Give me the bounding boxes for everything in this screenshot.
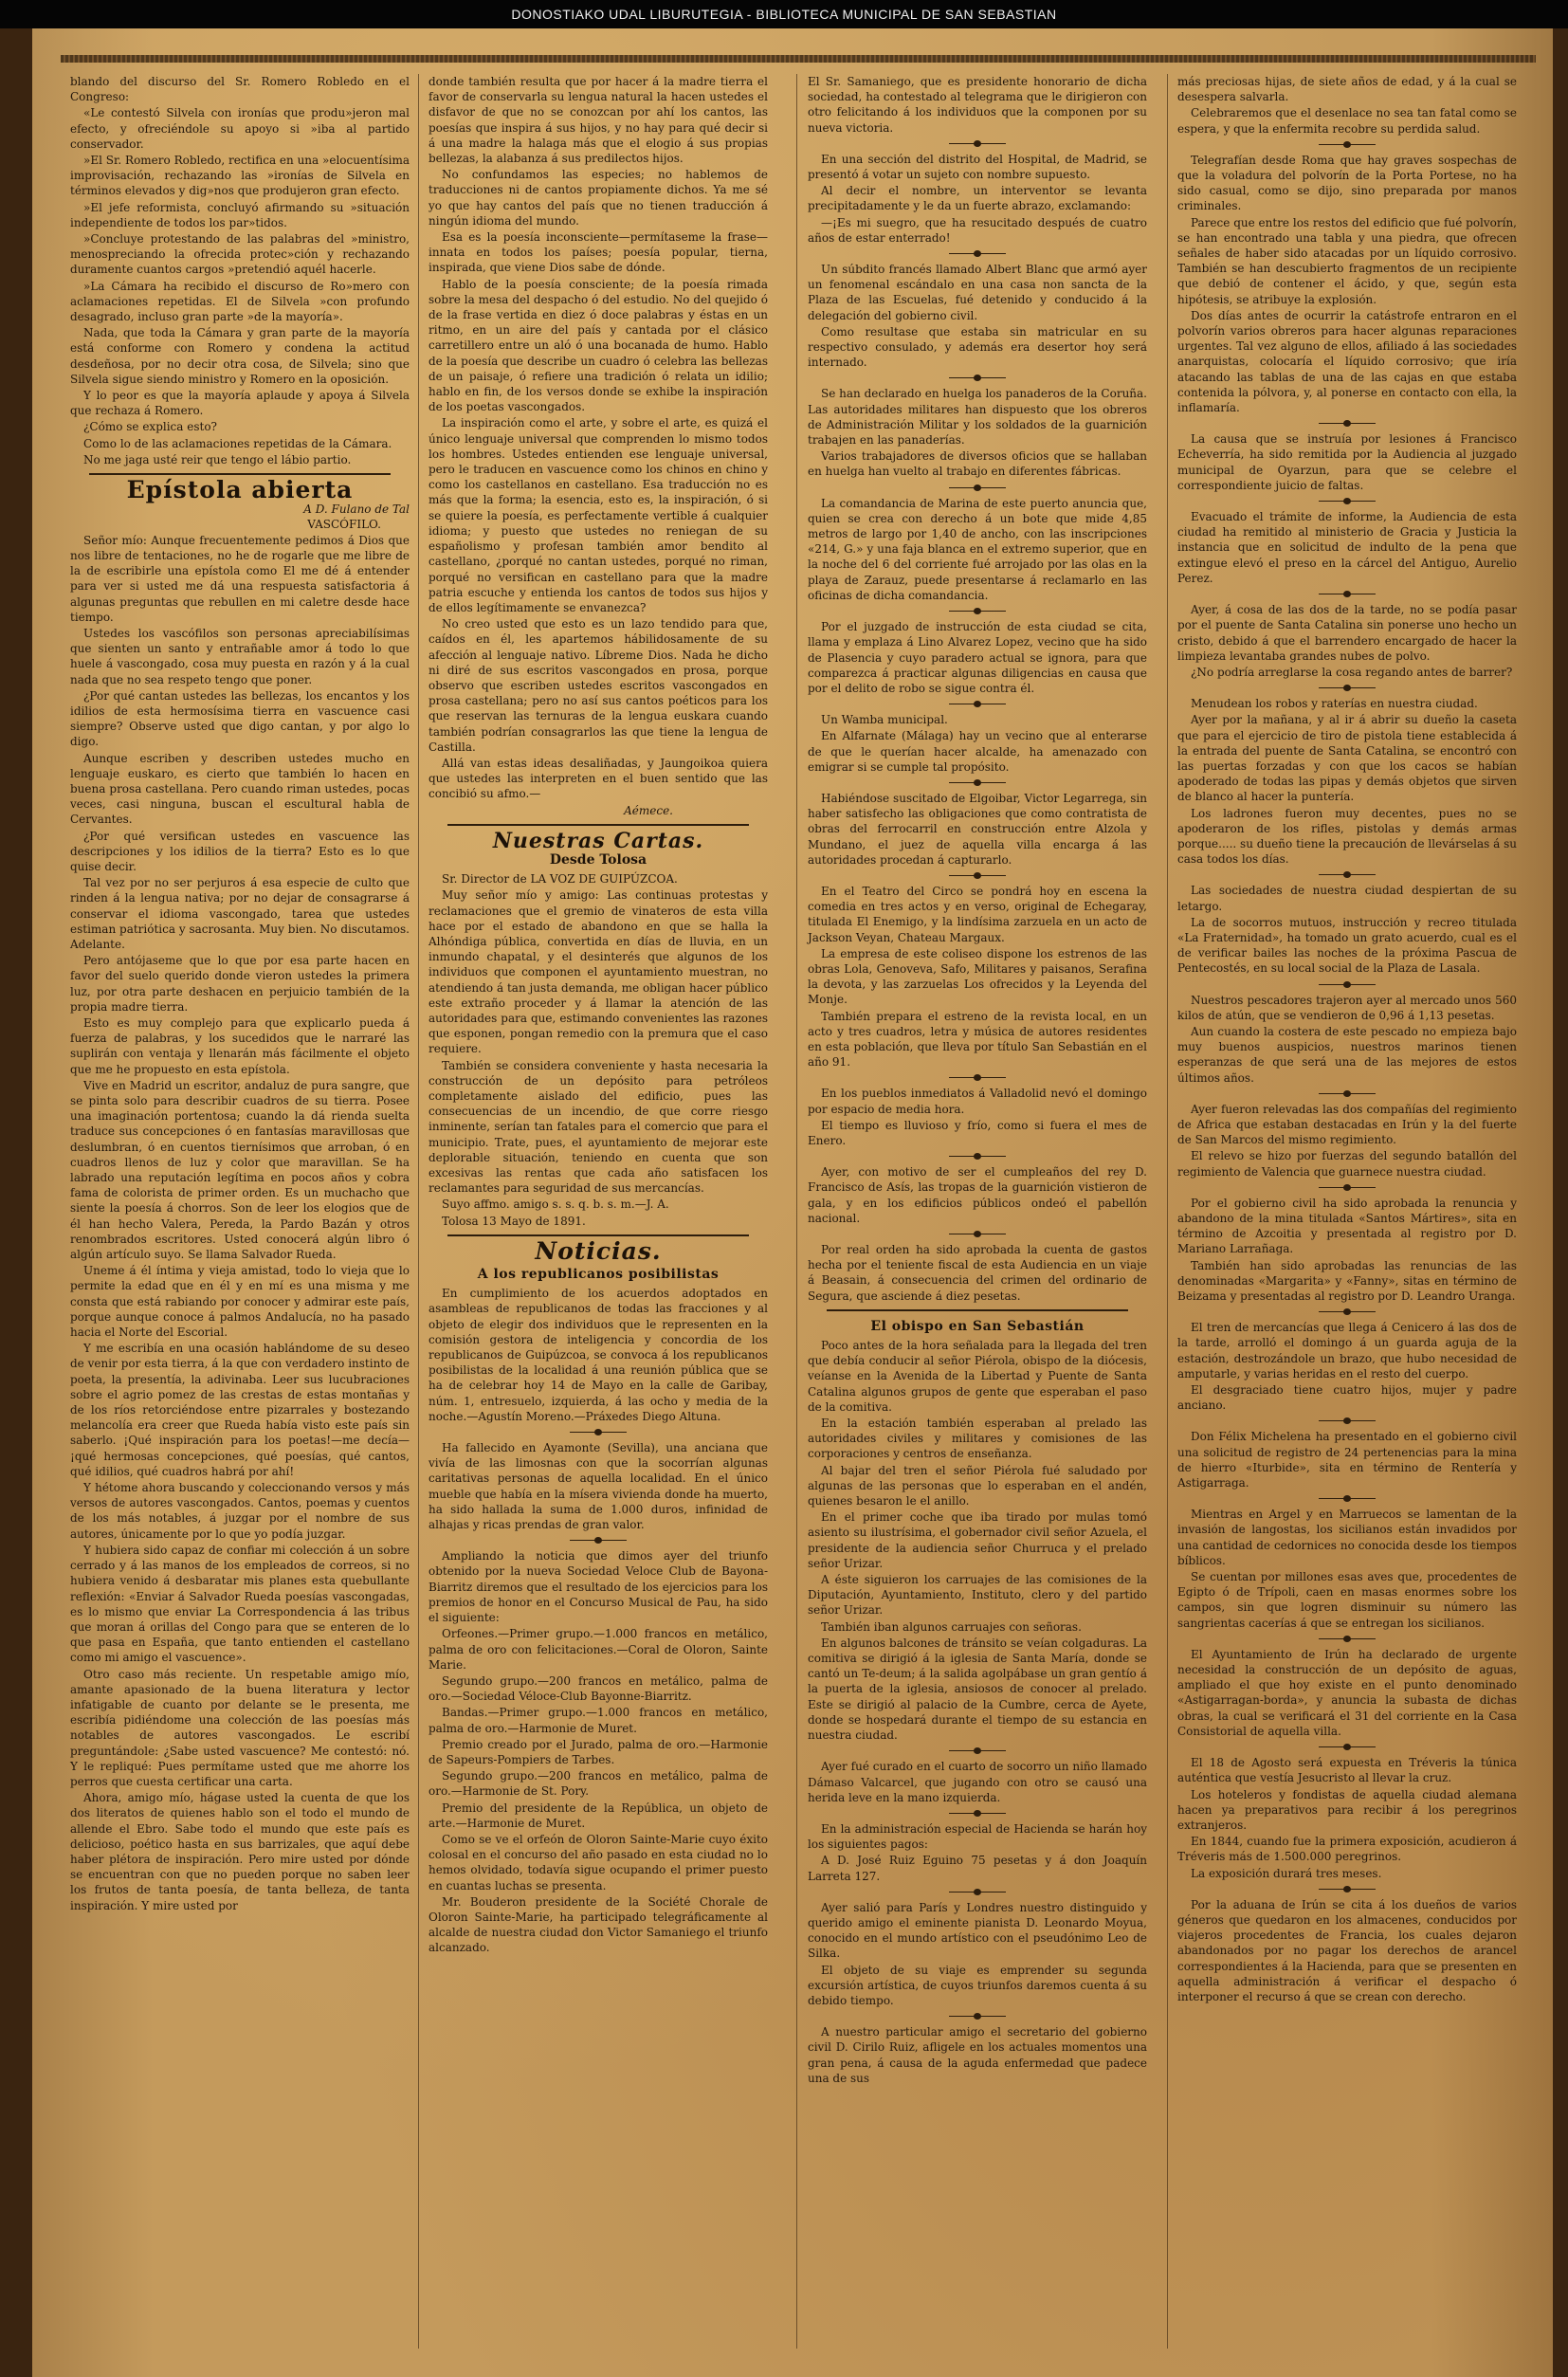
paragraph: En el Teatro del Circo se pondrá hoy en escena la comedia en tres actos y en verso, original de Echegaray, titulada El Enemigo, y la lindísima zarzuela en un acto de Jackson Veyan, Chateau Margaux. — [808, 884, 1147, 944]
paragraph: También iban algunos carruajes con señoras. — [821, 1619, 1082, 1634]
paragraph: La inspiración como el arte, y sobre el arte, es quizá el único lenguaje universal que comprenden lo mismo todos los hombres. Ustedes entienden ese lenguaje universal, pero le traducen en vascuence como los chinos en chino y como los castellanos en castellano. Esa traducción no es más que la forma; la esencia, esto es, la inspiración, ó si se quiere la poesía, es perfectamente vertible á cualquier idioma; y puesto que ustedes no reniegan de su españolismo y profesan también amor bendito al castellano, ¿porqué no cantan ustedes, porqué no riman, porqué no versifican en castellano para que la madre patria escuche y entienda los cantos de todos sus hijos y de ellos legítimamente se envanezca? — [428, 416, 768, 614]
separator — [949, 250, 1006, 257]
paragraph: Como resultase que estaba sin matricular en su respectivo consulado, y además era desertor hoy será internado. — [808, 324, 1147, 370]
cartas-heading: Nuestras Cartas. — [492, 828, 704, 853]
paragraph: También prepara el estreno de la revista local, en un acto y tres cuadros, letra y música de autores residentes en esta población, que lleva por título San Sebastián en el año 91. — [808, 1009, 1147, 1070]
separator — [949, 608, 1006, 614]
paragraph: »Concluye protestando de las palabras del »ministro, menospreciando la ofrecida protec»ción y rechazando duramente cuantos cargos »pretendió aquél hacerle. — [70, 232, 410, 277]
column-rule — [1167, 74, 1168, 2349]
paragraph: Ahora, amigo mío, hágase usted la cuenta de que los dos literatos de quienes hablo son el todo el mundo de allende el Ebro. Sabe todo el mundo que este país es delicioso, poético hasta en sus barrizales, que aquí debe haber plétora de inspiración. Pero mire usted por dónde se encuentran con que no pueden porque no saben leer los frutos de tanta poesía, de tanta belleza, de tanta inspiración. Y mire usted por — [70, 1791, 410, 1912]
paragraph: Muy señor mío y amigo: Las continuas protestas y reclamaciones que el gremio de vinateros de esta villa hace por el estado de abandono en que se halla la Alhóndiga pública, convertida en días de lluvia, en un inmundo chapatal, y el desinterés que algunos de los individuos que componen el ayuntamiento muestran, no atendiendo á tan justa demanda, me obligan hacer público este extraño proceder y á llamar la atención de las autoridades para que, estimando convenientes las razones que esponen, pongan remedio con la premura que el caso requiere. — [428, 888, 768, 1056]
epistola-recipient: A D. Fulano de Tal — [303, 503, 410, 517]
paragraph: Se han declarado en huelga los panaderos de la Coruña. Las autoridades militares han dispuesto que los obreros de Administración Militar y los soldados de la guarnición trabajen en las panaderías. — [808, 387, 1147, 448]
paragraph: Allá van estas ideas desaliñadas, y Jaungoikoa quiera que ustedes las interpreten en el buen sentido que las concibió su afmo.— — [428, 756, 768, 801]
paragraph: Premio creado por el Jurado, palma de oro.—Harmonie de Sapeurs-Pompiers de Tarbes. — [428, 1737, 768, 1766]
section-rule — [827, 1309, 1128, 1311]
paragraph: ¿Cómo se explica esto? — [83, 420, 217, 434]
paragraph: «Le contestó Silvela con ironías que produ»jeron mal efecto, y ofreciéndole su apoyo si »iba al partido conservador. — [70, 106, 410, 151]
paragraph: Poco antes de la hora señalada para la llegada del tren que debía conducir al señor Piérola, obispo de la diócesis, veíanse en la Avenida de la Libertad y Puente de Santa Catalina algunos grupos de gente que esperaban el paso de la comitiva. — [808, 1339, 1147, 1414]
paragraph: Menudean los robos y raterías en nuestra ciudad. — [1191, 697, 1478, 711]
paragraph: No confundamos las especies; no hablemos de traducciones ni de cantos propiamente dichos. Ya me sé yo que hay cantos del país que no tienen traducción á ningún idioma del mundo. — [428, 168, 768, 228]
separator — [949, 872, 1006, 879]
paragraph: Un súbdito francés llamado Albert Blanc que armó ayer un fenomenal escándalo en una casa non sancta de la Plaza de las Escuelas, fué detenido y conducido á la delegación del gobierno civil. — [808, 263, 1147, 322]
paragraph: El relevo se hizo por fuerzas del segundo batallón del regimiento de Valencia que guarnece nuestra ciudad. — [1177, 1149, 1517, 1179]
noticias-heading: Noticias. — [535, 1236, 662, 1265]
paragraph: Al bajar del tren el señor Piérola fué saludado por algunas de las personas que lo esperaban en el andén, quienes besaron le el anillo. — [808, 1463, 1147, 1508]
separator — [1319, 420, 1376, 427]
paragraph: Evacuado el trámite de informe, la Audiencia de esta ciudad ha remitido al ministerio de Gracia y Justicia la instancia que en solicitud de indulto de la pena que extingue elevó el preso en la cárcel del Antiguo, Aurelio Perez. — [1177, 510, 1517, 585]
paragraph: Como lo de las aclamaciones repetidas de la Cámara. — [83, 436, 392, 450]
paragraph: Ustedes los vascófilos son personas apreciabilísimas que sienten un santo y entrañable amor á todo lo que huele á vascongado, cosa muy puesta en razón y á la cual nada que no sea respeto tengo que poner. — [70, 626, 410, 686]
column-rule — [418, 74, 419, 2349]
separator — [1319, 498, 1376, 504]
separator — [1319, 1636, 1376, 1642]
separator — [949, 1889, 1006, 1895]
separator — [949, 140, 1006, 147]
paragraph: Mientras en Argel y en Marruecos se lamentan de la invasión de langostas, los sicilianos están invadidos por una cantidad de cedornices no conocida desde los tiempos bíblicos. — [1177, 1508, 1517, 1567]
paragraph: Otro caso más reciente. Un respetable amigo mío, amante apasionado de la buena literatura y lector infatigable de cuanto por delante se le presenta, me escribía pidiéndome una colección de las poesías más notables de autores vascongados. Le escribí preguntándole: ¿Sabe usted vascuence? Me contestó: nó. Y le repliqué: Pues permítame usted que me ahorre los perros que cuesta certificar una carta. — [70, 1667, 410, 1788]
section-rule — [447, 1234, 749, 1236]
paragraph: ¿Por qué cantan ustedes las bellezas, los encantos y los idilios de esta hermosísima tierra en vascuence casi siempre? Observe usted que digo cantan, y por algo lo digo. — [70, 688, 410, 749]
paragraph: Y hétome ahora buscando y coleccionando versos y más versos de autores vascongados. Cantos, poemas y cuentos de los más notables, á juzgar por el nombre de sus autores, únicamente por lo que yo podía juzgar. — [70, 1481, 410, 1541]
paragraph: En una sección del distrito del Hospital, de Madrid, se presentó á votar un sujeto con nombre supuesto. — [808, 152, 1147, 182]
paragraph: El tiempo es lluvioso y frío, como si fuera el mes de Enero. — [808, 1118, 1147, 1147]
paragraph: No me jaga usté reir que tengo el lábio partio. — [83, 452, 352, 466]
separator — [949, 1747, 1006, 1754]
paragraph: En cumplimiento de los acuerdos adoptados en asambleas de republicanos de todas las fracciones y al objeto de elegir dos individuos que le representen en la comisión gestora de inteligencia y concordia de los republicanos de Guipúzcoa, se convoca á los republicanos posibilistas de la localidad á una reunión pública que se ha de celebrar hoy 14 de Mayo en la calle de Garibay, núm. 1, entresuelo, izquierda, á las ocho y media de la noche.—Agustín Moreno.—Práxedes Diego Altuna. — [428, 1287, 768, 1423]
separator — [949, 701, 1006, 707]
separator — [1319, 1495, 1376, 1502]
paragraph: Suyo affmo. amigo s. s. q. b. s. m.—J. A. — [442, 1198, 669, 1212]
paragraph: Varios trabajadores de diversos oficios que se hallaban en huelga han vuelto al trabajo en diferentes fábricas. — [808, 449, 1147, 479]
paragraph: El tren de mercancías que llega á Cenicero á las dos de la tarde, arrolló el domingo á un guarda aguja de la estación, destrozándole un brazo, que hubo necesidad de amputarle, y varias heridas en el resto del cuerpo. — [1177, 1321, 1517, 1380]
paragraph: Celebraremos que el desenlace no sea tan fatal como se espera, y que la enfermita recobre su perdida salud. — [1177, 106, 1517, 136]
column-4 — [1177, 74, 1517, 2005]
separator — [1319, 981, 1376, 988]
paragraph: Se cuentan por millones esas aves que, procedentes de Egipto ó de Trípoli, caen en masas enormes sobre los campos, sin que logren disminuir su número las sangrientas cacerías á que se entregan los sicilianos. — [1177, 1570, 1517, 1630]
paragraph: Don Félix Michelena ha presentado en el gobierno civil una solicitud de registro de 24 pertenencias para la mina de hierro «Iturbide», sita en término de Rentería y Astigarraga. — [1177, 1430, 1517, 1490]
paragraph: Y hubiera sido capaz de confiar mi colección á un sobre cerrado y á las manos de los empleados de correos, si no hubiera venido á desbaratar mis planes esta quebullante reflexión: «Enviar á Salvador Rueda poesías vascongadas, es lo mismo que enviar La Correspondencia á las tribus que moran á orillas del Congo para que se enteren de lo que pasa en España, que tanto entienden el castellano como mi amigo el vascuence». — [70, 1543, 410, 1665]
paragraph: Aun cuando la costera de este pescado no empieza bajo muy buenos auspicios, nuestros marinos tienen esperanzas de que será una de las mejores de estos últimos años. — [1177, 1024, 1517, 1085]
separator — [1319, 1308, 1376, 1315]
epistola-place: VASCÓFILO. — [307, 518, 381, 532]
paragraph: A nuestro particular amigo el secretario del gobierno civil D. Cirilo Ruiz, afligele en los actuales momentos una gran pena, á causa de la aguda enfermedad que padece una de sus — [808, 2025, 1147, 2085]
section-rule — [447, 824, 749, 826]
separator — [949, 2013, 1006, 2020]
cartas-address: Sr. Director de LA VOZ DE GUIPÚZCOA. — [442, 872, 678, 887]
section-rule — [89, 473, 391, 475]
separator — [1319, 1417, 1376, 1424]
paragraph: Por el juzgado de instrucción de esta ciudad se cita, llama y emplaza á Lino Alvarez Lopez, vecino que ha sido de Plasencia y cuyo paradero actual se ignora, para que comparezca á practicar algunas diligencias en causa que por el delito de robo se sigue contra él. — [808, 620, 1147, 695]
paragraph: ¿No podría arreglarse la cosa regando antes de barrer? — [1191, 665, 1513, 679]
paragraph: Ayer, con motivo de ser el cumpleaños del rey D. Francisco de Asís, las tropas de la guarnición vistieron de gala, y en los edificios públicos ondeó el pabellón nacional. — [808, 1165, 1147, 1225]
paragraph: Pero antójaseme que lo que por esa parte hacen en favor del suelo querido donde vieron ustedes la primera luz, por otra parte deshacen en perjuicio también de la propia madre tierra. — [70, 954, 410, 1014]
paragraph: Nuestros pescadores trajeron ayer al mercado unos 560 kilos de atún, que se vendieron de 0,96 á 1,13 pesetas. — [1177, 993, 1517, 1022]
column-rule — [796, 74, 797, 2349]
paragraph: Ayer, á cosa de las dos de la tarde, no se podía pasar por el puente de Santa Catalina sin ponerse uno hecho un cristo, debido á que el barrendero encargado de hacer la limpieza levantaba grandes nubes de polvo. — [1177, 603, 1517, 663]
separator — [949, 375, 1006, 381]
paragraph: En la administración especial de Hacienda se harán hoy los siguientes pagos: — [808, 1821, 1147, 1852]
separator — [949, 779, 1006, 786]
paragraph: Premio del presidente de la República, un objeto de arte.—Harmonie de Muret. — [428, 1801, 768, 1830]
paragraph: El desgraciado tiene cuatro hijos, mujer y padre anciano. — [1177, 1383, 1517, 1413]
paragraph: En Alfarnate (Málaga) hay un vecino que al enterarse de que le querían hacer alcalde, ha amenazado con emigrar si se cumple tal propósito. — [808, 729, 1147, 774]
paragraph: más preciosas hijas, de siete años de edad, y á la cual se desespera salvarla. — [1177, 75, 1517, 104]
paragraph: ¿Por qué versifican ustedes en vascuence las descripciones y los idilios de la tierra? Esto es lo que quise decir. — [70, 829, 410, 873]
paragraph: La causa que se instruía por lesiones á Francisco Echeverría, ha sido remitida por la Audiencia al juzgado municipal de Oyarzun, para que se celebre el correspondiente juicio de faltas. — [1177, 432, 1517, 492]
paragraph: Esa es la poesía inconsciente—permítaseme la frase—innata en todos los países; poesía popular, tierna, inspirada, que viene Dios sabe de dónde. — [428, 230, 768, 275]
separator — [949, 485, 1006, 491]
paragraph: Segundo grupo.—200 francos en metálico, palma de oro.—Harmonie de St. Pory. — [428, 1769, 768, 1799]
paragraph: Ayer por la mañana, y al ir á abrir su dueño la caseta que para el ejercicio de tiro de pistola tiene establecida á la entrada del puente de Santa Catalina, se encontró con las puertas forzadas y con que los cacos se habían apoderado de todas las pipas y demás objetos que sirven de blanco al hacer la puntería. — [1177, 713, 1517, 804]
paragraph: Tal vez por no ser perjuros á esa especie de culto que rinden á la lengua nativa; por no dejar de consagrarse á conservar el idioma vascongado, tarea que ustedes estiman patriótica y sacrosanta. Muy bien. No discutamos. Adelante. — [70, 876, 410, 951]
separator — [1319, 1886, 1376, 1892]
paragraph: La empresa de este coliseo dispone los estrenos de las obras Lola, Genoveva, Safo, Militares y paisanos, Serafina la devota, y las zarzuelas Los ofrecidos y la Leyenda del Monje. — [808, 946, 1147, 1007]
paragraph: Tolosa 13 Mayo de 1891. — [442, 1214, 586, 1228]
separator — [1319, 1744, 1376, 1750]
paragraph: »El jefe reformista, concluyó afirmando su »situación independiente de todos los par»tidos. — [70, 200, 410, 229]
separator — [1319, 141, 1376, 148]
separator — [1319, 591, 1376, 597]
paragraph: Mr. Bouderon presidente de la Société Chorale de Oloron Sainte-Marie, ha participado telegráficamente al alcalde de nuestra ciudad don Victor Samaniego el triunfo alcanzado. — [428, 1894, 768, 1955]
paragraph: Orfeones.—Primer grupo.—1.000 francos en metálico, palma de oro con felicitaciones.—Coral de Oloron, Sainte Marie. — [428, 1627, 768, 1672]
cartas-subheading: Desde Tolosa — [549, 851, 647, 868]
paragraph: Por el gobierno civil ha sido aprobada la renuncia y abandono de la mina titulada «Santos Mártires», sita en término de Azcoitia y presentada al registro por D. Mariano Larrañaga. — [1177, 1196, 1517, 1256]
section-heading: A los republicanos posibilistas — [477, 1267, 720, 1283]
paragraph: blando del discurso del Sr. Romero Robledo en el Congreso: — [70, 75, 410, 104]
paragraph: Habiéndose suscitado de Elgoibar, Victor Legarrega, sin haber satisfecho las obligaciones que como contratista de obras del ferrocarril en construcción entre Alzola y Mundano, el juez de aquella villa encarga á las autoridades procedan á capturarlo. — [808, 791, 1147, 867]
paragraph: Las sociedades de nuestra ciudad despiertan de su letargo. — [1177, 884, 1517, 913]
paragraph: Ayer fué curado en el cuarto de socorro un niño llamado Dámaso Valcarcel, que jugando con otro se causó una herida leve en la mano izquierda. — [808, 1760, 1147, 1804]
separator — [1319, 1184, 1376, 1191]
separator — [1319, 685, 1376, 691]
paragraph: Vive en Madrid un escritor, andaluz de pura sangre, que se pinta solo para describir cuadros de su tierra. Posee una imaginación portentosa; cuando la dá rienda suelta traduce sus concepciones ó en fantasías maravillosas que deslumbran, ó en cuentos tiernísimos que arroban, ó en cuadros llenos de luz y color que maravillan. Se ha labrado una reputación legítima en pocos años y cobra fama de colorista de primer orden. Es un muchacho que siente la poesía á chorros. Son de leer los elogios que de él han hecho Valera, Pereda, la Pardo Bazán y otros renombrados escritores. Usted conocerá algún libro ó algún artículo suyo. Se llama Salvador Rueda. — [70, 1078, 410, 1262]
paragraph: En los pueblos inmediatos á Valladolid nevó el domingo por espacio de media hora. — [808, 1087, 1147, 1116]
paragraph: Un Wamba municipal. — [821, 713, 948, 727]
paragraph: El 18 de Agosto será expuesta en Tréveris la túnica auténtica que vestía Jesucristo al llevar la cruz. — [1177, 1756, 1517, 1785]
newspaper-page — [32, 28, 1553, 2377]
paragraph: La de socorros mutuos, instrucción y recreo titulada «La Fraternidad», ha tomado un grato acuerdo, cual es el de verificar bailes las noches de la próxima Pascua de Pentecostés, en su local social de la Plaza de Lasala. — [1177, 915, 1517, 976]
paragraph: »La Cámara ha recibido el discurso de Ro»mero con aclamaciones repetidas. El de Silvela »con profundo desagrado, incluso gran parte »de la mayoría». — [70, 279, 410, 324]
paragraph: El Ayuntamiento de Irún ha declarado de urgente necesidad la construcción de un depósito de aguas, ampliado el que hoy existe en el punto denominado «Astigarragan-borda», y anuncia la subasta de dichas obras, la cual se verificará el 31 del corriente en la Casa Consistorial de aquella villa. — [1177, 1647, 1517, 1738]
paragraph: »El Sr. Romero Robledo, rectifica en una »elocuentísima improvisación, rechazando las »ironías de Silvela en términos elevados y dig»nos que produjeron gran efecto. — [70, 154, 410, 198]
paragraph: También se considera conveniente y hasta necesaria la construcción de un depósito para petróleos completamente aislado del edificio, pues las consecuencias de un incendio, de que corre riesgo inminente, serían tan fatales para el comercio que para el municipio. Trate, pues, el ayuntamiento de mejorar este deplorable situación, teniendo en cuenta que son excesivas las rentas que cada año satisfacen los reclamantes para seguridad de sus mercancías. — [428, 1058, 768, 1196]
separator — [1319, 871, 1376, 878]
paragraph: Ha fallecido en Ayamonte (Sevilla), una anciana que vivía de las limosnas con que la socorrían algunas caritativas personas de aquella localidad. En el único mueble que había en la mísera vivienda donde ha muerto, ha sido hallada la suma de 1.000 duros, infinidad de alhajas y ricas prendas de gran valor. — [428, 1441, 768, 1532]
paragraph: Y lo peor es que la mayoría aplaude y apoya á Silvela que rechaza á Romero. — [70, 389, 410, 418]
paragraph: Segundo grupo.—200 francos en metálico, palma de oro.—Sociedad Véloce-Club Bayonne-Biarritz. — [428, 1673, 768, 1704]
column-2 — [428, 74, 768, 1957]
paragraph: También han sido aprobadas las renuncias de las denominadas «Margarita» y «Fanny», sitas en término de Beizama y presentadas al registro por D. Leandro Uranga. — [1177, 1258, 1517, 1304]
paragraph: A éste siguieron los carruajes de las comisiones de la Diputación, Ayuntamiento, Instituto, clero y del partido señor Urizar. — [808, 1573, 1147, 1618]
paragraph: donde también resulta que por hacer á la madre tierra el favor de conservarla su lengua natural la hacen ustedes el disfavor de que no se conozcan por ahí los cantos, las poesías que inspira á sus hijos, y no hay para qué decir si á una madre la halaga más que el elogio á sus propias bellezas, la alabanza á sus predilectos hijos. — [428, 75, 768, 166]
paragraph: —¡Es mi suegro, que ha resucitado después de cuatro años de estar enterrado! — [808, 215, 1147, 245]
paragraph: Nada, que toda la Cámara y gran parte de la mayoría está conforme con Romero y condena la actitud desdeñosa, por no decir otra cosa, de Silvela; sino que Silvela sigue siendo ministro y Romero en la oposición. — [70, 326, 410, 386]
paragraph: La comandancia de Marina de este puerto anuncia que, quien se crea con derecho á un bote que mide 4,85 metros de largo por 1,40 de ancho, con las inscripciones «214, G.» y una faja blanca en el extremo superior, que en la noche del 6 del corriente fué arrojado por las olas en la playa de Zarauz, puede presentarse á reclamarlo en las oficinas de dicha comandancia. — [808, 496, 1147, 602]
separator — [570, 1537, 627, 1544]
paragraph: Los ladrones fueron muy decentes, pues no se apoderaron de los rifles, pistolas y demás armas porque..... su dueño tiene la precaución de llevárselas á su casa todos los días. — [1177, 806, 1517, 867]
separator — [949, 1231, 1006, 1237]
column-1 — [70, 74, 410, 1914]
separator — [949, 1810, 1006, 1817]
paragraph: Ayer salió para París y Londres nuestro distinguido y querido amigo el eminente pianista D. Leonardo Moyua, conocido en el mundo artístico con el pseudónimo Leo de Silka. — [808, 1900, 1147, 1961]
paragraph: Ayer fueron relevadas las dos compañías del regimiento de Africa que estaban destacadas en Irún y la del fuerte de San Marcos del mismo regimiento. — [1177, 1102, 1517, 1147]
paragraph: En algunos balcones de tránsito se veían colgaduras. La comitiva se dirigió á la iglesia de Santa María, donde se cantó un Te-deum; á la salida agolpábase un gran gentío á la puerta de la iglesia, ansiosos de conocer al prelado. Este se dirigió al palacio de la Cumbre, cerca de Ayete, donde se hospedará durante el tiempo de su estancia en nuestra ciudad. — [808, 1636, 1147, 1743]
paragraph: Bandas.—Primer grupo.—1.000 francos en metálico, palma de oro.—Harmonie de Muret. — [428, 1706, 768, 1735]
section-heading: El obispo en San Sebastián — [870, 1318, 1085, 1334]
paragraph: En 1844, cuando fue la primera exposición, acudieron á Tréveris más de 1.500.000 peregrinos. — [1177, 1835, 1517, 1864]
romero-text — [70, 74, 410, 467]
paragraph: Señor mío: Aunque frecuentemente pedimos á Dios que nos libre de tentaciones, no he de rogarle que me libre de la de escribirle una epístola como El me dé á entender para ver si usted me dá una respuesta satisfactoria á algunas preguntas que rebullen en mi caletre desde hace tiempo. — [70, 533, 410, 624]
header-rule — [61, 55, 1536, 63]
separator — [949, 1153, 1006, 1160]
paragraph: Dos días antes de ocurrir la catástrofe entraron en el polvorín varios obreros para hacer algunas reparaciones urgentes. Tal vez alguno de ellos, afiliado á las sociedades anarquistas, colocaría el líquido corrosivo; que iría atacando las tablas de una de las cajas en que estaba contenida la pólvora, y, al ponerse en contacto con ella, la inflamaría. — [1177, 308, 1517, 415]
paragraph: Como se ve el orfeón de Oloron Sainte-Marie cuyo éxito colosal en el concurso del año pasado en esta ciudad no lo hemos olvidado, todavía sigue ocupando el primer puesto en cuantas luchas se presenta. — [428, 1832, 768, 1892]
separator — [570, 1429, 627, 1435]
paragraph: Uneme á él íntima y vieja amistad, todo lo vieja que lo permite la edad que en él y en mí es una misma y me consta que está rabiando por conocer y admirar este país, porque aunque conoce á palmos Andalucía, no ha pasado hacia el Norte del Escorial. — [70, 1264, 410, 1340]
paragraph: No creo usted que esto es un lazo tendido para que, caídos en él, les apartemos hábilidosamente de su afección al lenguaje nativo. Líbreme Dios. Nada he dicho ni diré de sus escritos vascongados en prosa, porque observo que escriben ustedes escritos vascongados en prosa castellana; pero no así sus cantos poéticos para los que reservan las ternuras de la lengua euskara cuando también podrían consagrarlos las que tiene la lengua de Castilla. — [428, 617, 768, 754]
paragraph: Por real orden ha sido aprobada la cuenta de gastos hecha por el teniente fiscal de esta Audiencia en un viaje á Beasain, á consecuencia del crimen del ordinario de Segura, que asciende á diez pesetas. — [808, 1243, 1147, 1303]
archive-banner: DONOSTIAKO UDAL LIBURUTEGIA - BIBLIOTECA MUNICIPAL DE SAN SEBASTIAN — [0, 0, 1568, 28]
paragraph: Y me escribía en una ocasión hablándome de su deseo de venir por esta tierra, á la que con verdadero instinto de poeta, la presentía, la adivinaba. Leer sus lucubraciones sobre el agrio pomez de las crestas de estas montañas y de los ríos retorciéndose entre pizarrales y bostezando melancolía era creer que Rueda había visto este país sin saberlo. ¡Qué inspiración para los poetas!—me decía—¡qué hermosas concepciones, qué poesías, qué cantos, qué idilios, qué cuadros habrá por ahí! — [70, 1342, 410, 1478]
paragraph: Esto es muy complejo para que explicarlo pueda á fuerza de palabras, y los sucedidos que le narraré las suplirán con ventaja y llenarán más fácilmente el objeto que me he propuesto en esta epístola. — [70, 1015, 410, 1076]
paragraph: El Sr. Samaniego, que es presidente honorario de dicha sociedad, ha contestado al telegrama que le dirigieron con otro felicitando á los individuos que la componen por su nueva victoria. — [808, 75, 1147, 135]
signature: Aémece. — [624, 803, 673, 817]
paragraph: El objeto de su viaje es emprender su segunda excursión artística, de cuyos triunfos daremos cuenta á su debido tiempo. — [808, 1963, 1147, 2007]
column-3 — [808, 74, 1147, 2087]
paragraph: En la estación también esperaban al prelado las autoridades civiles y militares y comisiones de las corporaciones y centros de enseñanza. — [808, 1417, 1147, 1461]
paragraph: Por la aduana de Irún se cita á los dueños de varios géneros que quedaron en los almacenes, conducidos por viajeros procedentes de Francia, los cuales dejaron abandonados por no pagar los derechos de arancel correspondientes á la Hacienda, para que se presenten en aquella administración á verificar el despacho ó interponer el recurso á que se crean con derecho. — [1177, 1897, 1517, 2003]
paragraph: Los hoteleros y fondistas de aquella ciudad alemana hacen ya preparativos para recibir á los peregrinos extranjeros. — [1177, 1787, 1517, 1832]
paragraph: Al decir el nombre, un interventor se levanta precipitadamente y le da un fuerte abrazo, exclamando: — [808, 184, 1147, 213]
paragraph: Hablo de la poesía consciente; de la poesía rimada sobre la mesa del despacho ó del estudio. No del quejido ó de la frase vertida en diez ó doce palabras y éstas en un ritmo, en un aire del país y cantada por el clásico carretillero entre un aló ó una bocanada de humo. Hablo de la poesía que describe un cuadro ó celebra las bellezas de un paisaje, ó refiere una tradición ó relata un idilio; hablo en fin, de los versos donde se exhibe la inspiración de los poetas vascongados. — [428, 277, 768, 414]
paragraph: Aunque escriben y describen ustedes mucho en lenguaje euskaro, es cierto que también lo hacen en buena prosa castellana. Pero cuando riman ustedes, pocas veces, casi ninguna, buscan el escultural habla de Cervantes. — [70, 751, 410, 827]
paragraph: Telegrafían desde Roma que hay graves sospechas de que la voladura del polvorín de la Porta Portese, no ha sido casual, como se dijo, sino preparada por manos criminales. — [1177, 153, 1517, 213]
paragraph: La exposición durará tres meses. — [1191, 1866, 1382, 1880]
separator — [1319, 1090, 1376, 1097]
paragraph: Ampliando la noticia que dimos ayer del triunfo obtenido por la nueva Sociedad Veloce Club de Bayona-Biarritz diremos que el resultado de los ejercicios para los premios de honor en el Concurso Musical de Pau, ha sido el siguiente: — [428, 1549, 768, 1625]
paragraph: A D. José Ruiz Eguino 75 pesetas y á don Joaquín Larreta 127. — [808, 1854, 1147, 1883]
paragraph: Parece que entre los restos del edificio que fué polvorín, se han encontrado una tabla y una piedra, que ofrecen señales de haber sido atacadas por un líquido corrosivo. También se han descubierto fragmentos de un recipiente que debió de contener el ácido, y que, según esta hipótesis, se atribuye la explosión. — [1177, 215, 1517, 306]
paragraph: En el primer coche que iba tirado por mulas tomó asiento su ilustrísima, el gobernador civil señor Azuela, el presidente de la audiencia señor Churruca y el prelado señor Urizar. — [808, 1510, 1147, 1570]
separator — [949, 1074, 1006, 1081]
epistola-heading: Epístola abierta — [126, 476, 354, 504]
